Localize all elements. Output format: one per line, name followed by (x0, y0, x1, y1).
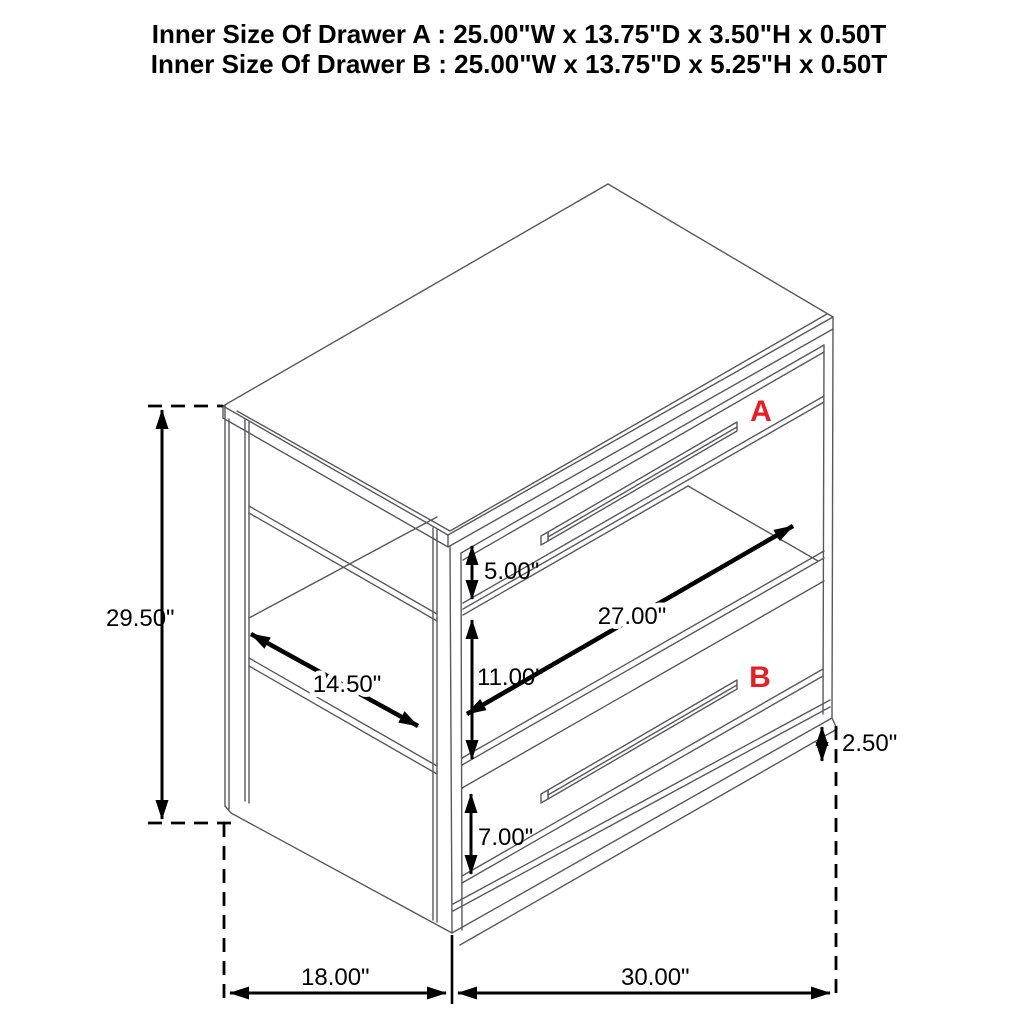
depth-label: 18.00" (301, 964, 370, 991)
top-slab-edge (223, 317, 833, 547)
title-line-drawer-a: Inner Size Of Drawer A : 25.00"W x 13.75"D x 3.50"H x 0.50T (151, 19, 887, 49)
dimension-base-height (822, 726, 897, 1002)
width-label: 30.00" (621, 964, 690, 991)
front-frame-right-inner (823, 345, 824, 714)
side-panel (225, 406, 452, 933)
drawer-a-handle (541, 422, 737, 545)
dimension-shelf-depth (251, 634, 418, 726)
dimension-overall-height (106, 406, 236, 823)
front-face (450, 329, 837, 945)
base-height-label: 2.50" (842, 730, 898, 757)
dimension-drawer-b-height (471, 794, 533, 874)
front-frame-left-inner (461, 553, 462, 930)
side-left-stile (245, 419, 249, 803)
shelf-depth-label: 14.50" (312, 671, 382, 698)
side-left-edge (225, 406, 229, 809)
drawer-a-handle-highlight (548, 427, 737, 537)
dimension-overall-depth (224, 823, 452, 1004)
drawer-a-handle-endcap (541, 532, 548, 545)
drawer-b-handle-highlight (548, 685, 737, 795)
shelf-interior-back-edge (249, 517, 437, 618)
drawer-width-label: 27.00" (597, 603, 667, 630)
drawer-a-top-edge (463, 352, 824, 560)
side-front-stile (433, 528, 437, 922)
shelf-front-edge (463, 486, 688, 615)
top-surface (223, 184, 833, 535)
top-face (223, 184, 833, 547)
plinth-trim (453, 700, 830, 911)
drawer-b-height-label: 7.00" (478, 824, 534, 851)
front-frame-top-inner (461, 345, 824, 553)
shelf-opening-top-edge (249, 506, 437, 621)
side-bottom-edge (225, 806, 452, 933)
drawer-b-handle-endcap (541, 790, 548, 803)
drawer-a-height-label: 5.00" (484, 558, 540, 585)
drawer-a-label: A (750, 395, 772, 428)
shelf-opening-label: 11.00" (477, 664, 544, 691)
title-line-drawer-b: Inner Size Of Drawer B : 25.00"W x 13.75"D x 5.25"H x 0.50T (150, 49, 888, 79)
dimension-overall-width (458, 964, 830, 993)
title-block (151, 19, 888, 79)
height-label: 29.50" (106, 605, 175, 632)
drawer-b-label: B (749, 661, 771, 694)
